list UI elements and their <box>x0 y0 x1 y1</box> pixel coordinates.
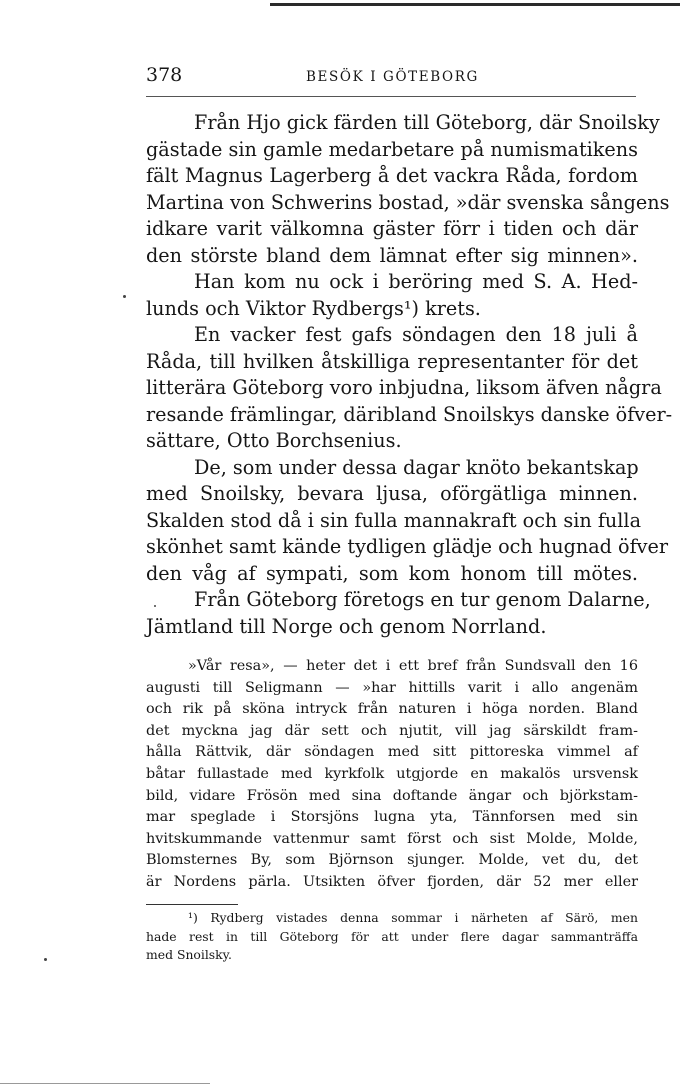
top-edge-rule <box>270 3 680 6</box>
scan-speck <box>44 958 47 961</box>
quote-line: är Nordens pärla. Utsikten öfver fjorden, där 52 mer eller <box>146 873 638 890</box>
body-line: Från Göteborg företogs en tur genom Dalarne, <box>194 588 651 611</box>
quote-line: mar speglade i Storsjöns lugna yta, Tännforsen med sin <box>146 809 638 826</box>
body-line: den våg af sympati, som kom honom till mötes. <box>146 561 638 585</box>
letter-quote <box>146 656 638 894</box>
body-line: litterära Göteborg voro inbjudna, liksom äfven några <box>146 376 662 399</box>
footnote-line: hade rest in till Göteborg för att under flere dagar sammanträffa <box>146 928 638 944</box>
body-line: Martina von Schwerins bostad, »där svenska sångens <box>146 190 670 214</box>
body-line: Jämtland till Norge och genom Norrland. <box>146 614 547 638</box>
quote-line: bild, vidare Frösön med sina doftande ängar och björkstam- <box>146 787 638 804</box>
quote-line: det myckna jag där sett och njutit, vill jag särskildt fram- <box>146 722 638 739</box>
footnote <box>146 909 638 965</box>
body-line: skönhet samt kände tydligen glädje och hugnad öfver <box>146 535 669 558</box>
scan-speck <box>123 295 126 298</box>
body-line: med Snoilsky, bevara ljusa, oförgätliga minnen. <box>146 482 638 505</box>
body-line: resande främlingar, däribland Snoilskys danske öfver- <box>146 402 673 426</box>
body-line: fält Magnus Lagerberg å det vackra Råda, fordom <box>146 164 638 187</box>
body-text <box>146 110 673 640</box>
body-line: lunds och Viktor Rydbergs¹) krets. <box>146 296 481 320</box>
page-header <box>146 64 636 90</box>
quote-line: »Vår resa», — heter det i ett bref från Sundsvall den 16 <box>188 658 638 674</box>
footnote-rule <box>146 904 238 905</box>
body-line: En vacker fest gafs söndagen den 18 juli å <box>194 323 638 346</box>
body-line: gästade sin gamle medarbetare på numismatikens <box>146 137 638 161</box>
footnote-line: ¹) Rydberg vistades denna sommar i närheten af Särö, men <box>188 910 638 925</box>
scan-speck <box>154 605 156 607</box>
footnote-line: med Snoilsky. <box>146 947 232 962</box>
quote-line: Blomsternes By, som Björnson sjunger. Molde, vet du, det <box>146 852 638 869</box>
body-line: De, som under dessa dagar knöto bekantskap <box>194 455 639 479</box>
quote-line: augusti till Seligmann — »har hittills varit i allo angenäm <box>146 679 638 696</box>
body-line: Från Hjo gick färden till Göteborg, där Snoilsky <box>194 111 660 134</box>
body-line: den störste bland dem lämnat efter sig minnen». <box>146 243 638 267</box>
page-number: 378 <box>146 64 183 86</box>
quote-line: båtar fullastade med kyrkfolk utgjorde en makalös ursvensk <box>146 765 638 782</box>
body-line: idkare varit välkomna gäster förr i tiden och där <box>146 217 638 240</box>
running-head: BESÖK I GÖTEBORG <box>306 69 479 85</box>
quote-line: hvitskummande vattenmur samt först och sist Molde, Molde, <box>146 830 638 847</box>
body-line: Råda, till hvilken åtskilliga representanter för det <box>146 349 638 373</box>
body-line: Skalden stod då i sin fulla mannakraft och sin fulla <box>146 508 642 532</box>
body-line: Han kom nu ock i beröring med S. A. Hed- <box>194 270 638 293</box>
quote-line: hålla Rättvik, där söndagen med sitt pittoreska vimmel af <box>146 744 638 761</box>
quote-line: och rik på sköna intryck från naturen i höga norden. Bland <box>146 701 638 718</box>
bottom-edge-rule <box>0 1083 210 1084</box>
body-line: sättare, Otto Borchsenius. <box>146 429 402 452</box>
header-rule <box>146 96 636 97</box>
